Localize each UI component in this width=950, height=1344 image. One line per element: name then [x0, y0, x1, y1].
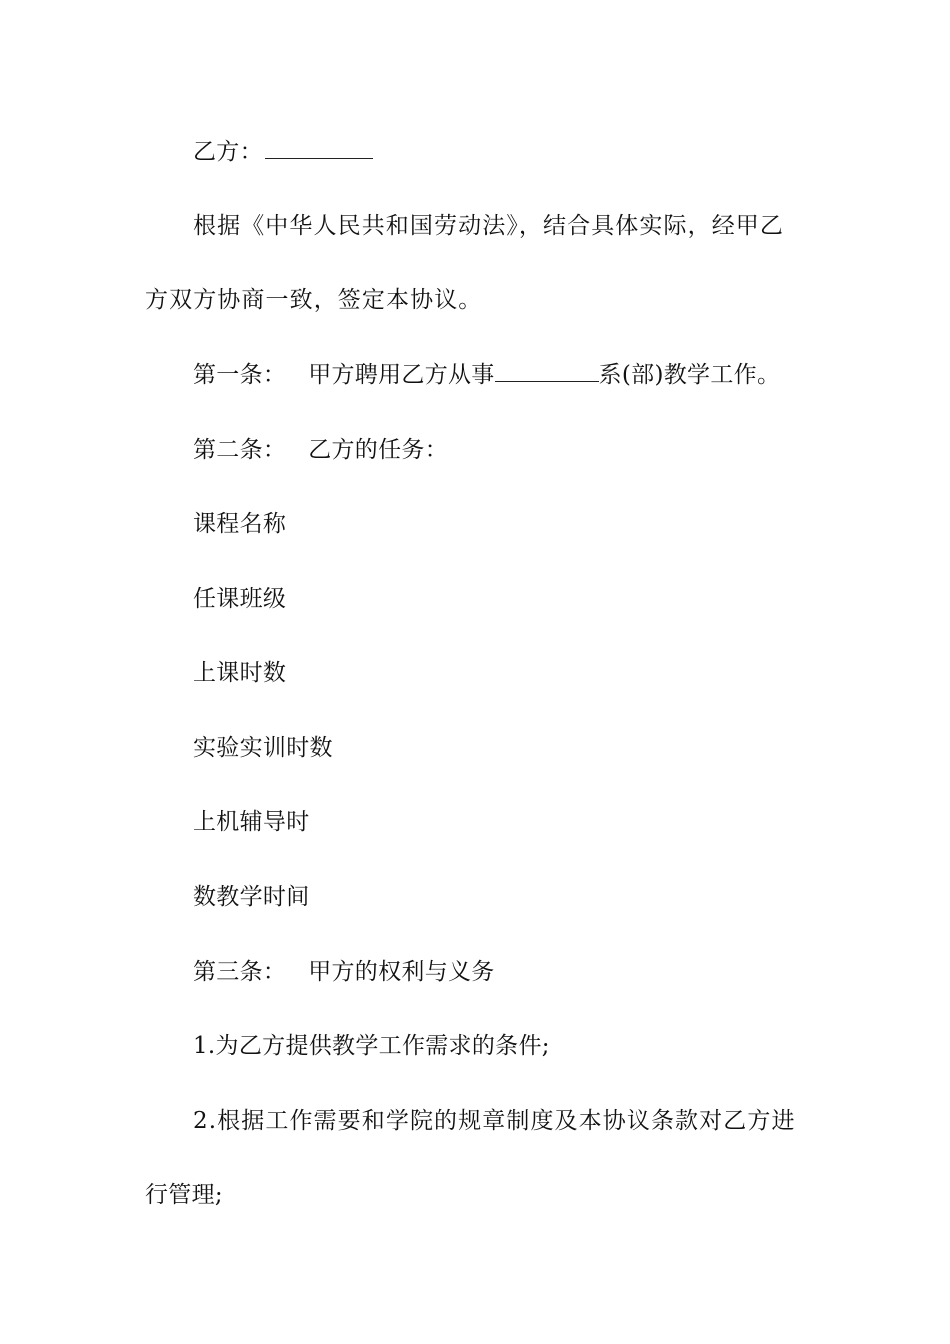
- article-3-text: 甲方的权利与义务: [308, 959, 495, 985]
- article-1-blank: [495, 361, 599, 382]
- article-3: [193, 957, 495, 987]
- party-b-blank: [265, 138, 373, 159]
- article-2: [193, 435, 448, 465]
- article-1-label: 第一条：: [193, 362, 287, 388]
- article-2-label: 第二条：: [193, 437, 287, 463]
- task-item: 任课班级: [193, 586, 287, 612]
- article-3-label: 第三条：: [193, 959, 287, 985]
- task-item: 上课时数: [193, 660, 287, 686]
- article-1: [193, 360, 780, 390]
- task-item: 课程名称: [193, 511, 287, 537]
- article-1-text-before: 甲方聘用乙方从事: [308, 362, 495, 388]
- clause-1: 1.为乙方提供教学工作需求的条件;: [193, 1033, 550, 1059]
- intro-line-1: 根据《中华人民共和国劳动法》，结合具体实际，经甲乙: [193, 213, 784, 239]
- party-b-label: 乙方：: [193, 139, 263, 165]
- article-1-text-after: 系(部)教学工作。: [598, 362, 781, 388]
- task-item: 数教学时间: [193, 884, 310, 910]
- clause-2-line-2: 行管理;: [145, 1182, 223, 1208]
- clause-2-line-1: 2.根据工作需要和学院的规章制度及本协议条款对乙方进: [193, 1108, 796, 1134]
- intro-line-2: 方双方协商一致，签定本协议。: [145, 287, 483, 313]
- task-item: 实验实训时数: [193, 735, 333, 761]
- article-2-text: 乙方的任务：: [308, 437, 449, 463]
- party-b-line: [193, 137, 373, 167]
- task-item: 上机辅导时: [193, 809, 310, 835]
